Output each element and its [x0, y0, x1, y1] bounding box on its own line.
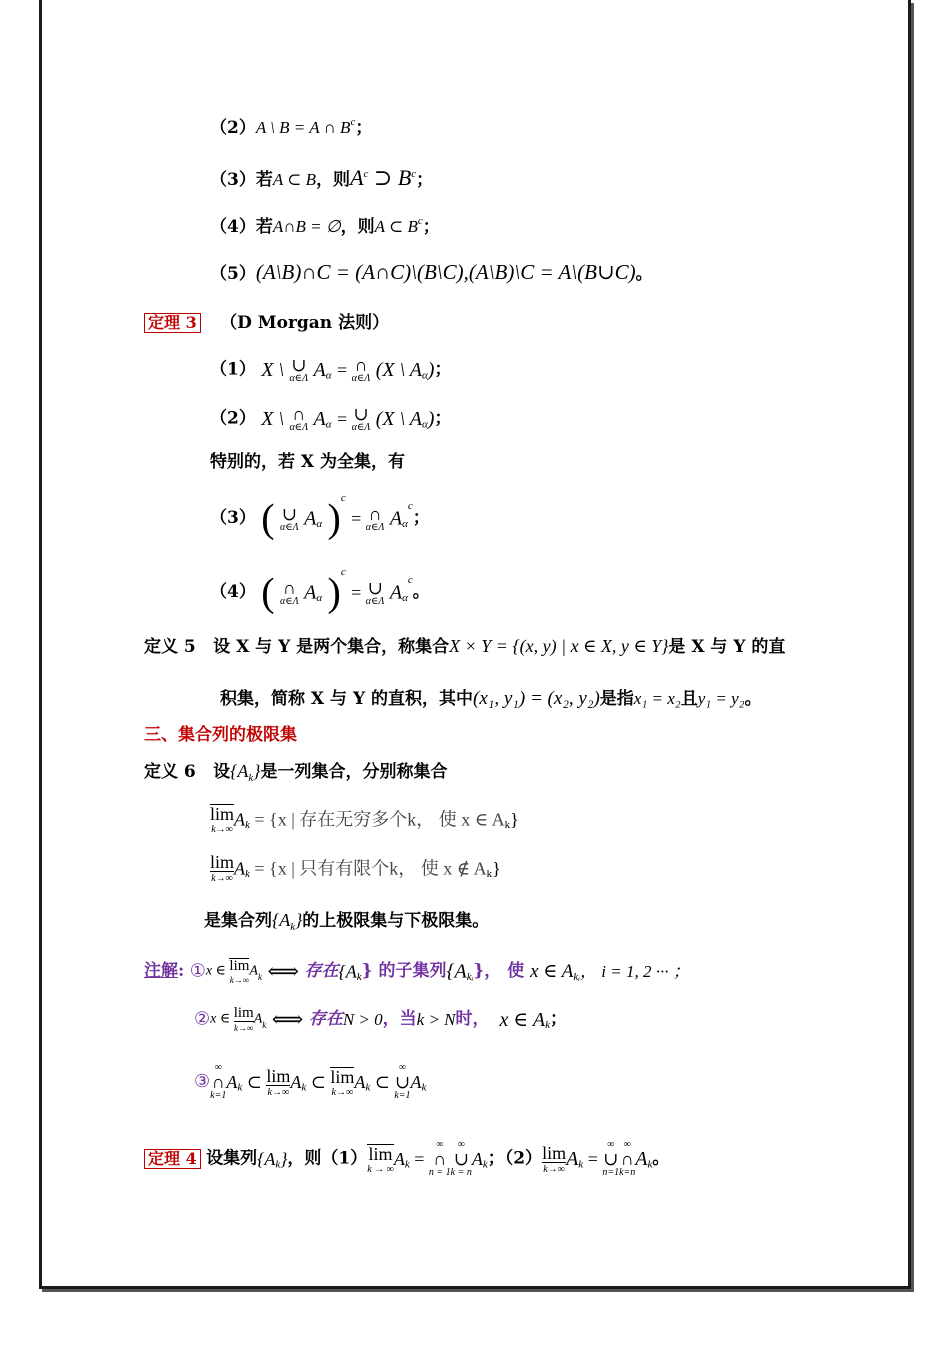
item-number: （4） — [210, 582, 256, 602]
formula: X \ — [261, 408, 285, 430]
iff-symbol: ⟺ — [261, 958, 305, 984]
item-number: （2） — [210, 118, 256, 138]
theorem-3-formula-3: （3） ( ∪ α∈Λ $A_\alpha$ )$^c$ = ∩ α∈Λ $A_\alpha^c$； — [210, 492, 430, 541]
formula: {A — [257, 1149, 276, 1169]
formula: (X \ A — [375, 359, 423, 381]
punctuation: ； — [412, 508, 430, 528]
iff-symbol: ⟺ — [266, 1006, 309, 1032]
punctuation: ； — [434, 408, 452, 429]
formula: ) — [427, 408, 435, 430]
intersection-operator: ∞ ∩ k=n — [619, 1139, 636, 1178]
superscript: c — [340, 566, 346, 578]
punctuation: ； — [549, 1009, 567, 1029]
superscript: c — [340, 492, 346, 504]
subset-symbol: ⊂ — [370, 1072, 395, 1092]
theorem-title: （D Morgan 法则） — [220, 313, 390, 333]
punctuation: : — [178, 961, 185, 981]
lower-limit-operator: lim k→∞ — [266, 1065, 291, 1098]
upper-limit-operator: lim k→∞ — [210, 804, 235, 835]
definition-5-line-1 — [144, 637, 785, 656]
formula: = {x | 只有有限个k， 使 x ∉ A — [249, 858, 487, 879]
upper-limit-operator: lim k→∞ — [229, 958, 250, 985]
intersection-operator: ∩ α∈Λ — [365, 503, 385, 533]
subscript: α — [402, 518, 408, 530]
subscript: k — [486, 868, 493, 880]
text: 是一列集合，分别称集合 — [260, 762, 448, 782]
item-number: （2） — [210, 408, 256, 429]
formula: N > 0 — [342, 1010, 383, 1029]
formula: A — [234, 809, 246, 830]
text: 是集合列 — [204, 911, 272, 931]
text: 设 X 与 Y 是两个集合，称集合 — [213, 637, 450, 657]
subscript: k — [245, 868, 250, 880]
definition-label: 定义 5 — [144, 637, 196, 657]
formula: x ∈ — [205, 963, 230, 979]
text: ；（2） — [487, 1148, 543, 1169]
subscript: α — [422, 418, 428, 431]
item-3 — [210, 167, 433, 189]
equals: = — [336, 409, 352, 429]
formula: X × Y = {(x, y) | x ∈ X, y ∈ Y} — [449, 636, 669, 656]
subscript: k — [290, 921, 296, 933]
definition-label: 定义 6 — [144, 762, 196, 782]
equals: = — [336, 360, 352, 380]
formula: A — [566, 1148, 579, 1170]
union-operator: ∪ α∈Λ — [365, 577, 385, 607]
subscript: k — [356, 971, 362, 983]
formula: A — [304, 581, 317, 604]
formula: A — [635, 1148, 648, 1170]
formula: A ⊂ B — [374, 217, 418, 236]
lower-limit-definition — [210, 853, 501, 884]
formula: A — [226, 1072, 238, 1092]
punctuation: 。 — [635, 264, 653, 284]
formula: {A — [272, 910, 291, 930]
superscript: c — [407, 500, 413, 512]
subscript: k — [237, 1081, 243, 1094]
text: 的上极限集与下极限集。 — [302, 911, 490, 931]
subscript: k — [301, 1081, 307, 1094]
circled-number: ② — [194, 1008, 211, 1030]
text: 是 X 与 Y 的直 — [668, 637, 786, 657]
formula: A — [393, 1149, 405, 1169]
lower-limit-operator: lim k→∞ — [233, 1005, 254, 1033]
paren-close: ) — [327, 569, 341, 615]
definition-6-line-1 — [144, 762, 447, 784]
intersection-operator: ∞ ∩ n = 1 — [428, 1139, 451, 1178]
theorem-3-formula-4: （4） ( ∩ α∈Λ $A_\alpha$ )$^c$ = ∪ α∈Λ $A_\alpha^c$。 — [210, 566, 430, 615]
lower-limit-operator: lim k→∞ — [210, 852, 235, 884]
item-number: （3） — [210, 170, 256, 190]
text: ，则（1） — [287, 1148, 368, 1169]
superscript: c — [407, 574, 413, 586]
text: 存在 — [308, 1009, 343, 1029]
formula: (X \ A — [375, 408, 423, 430]
formula: {A — [338, 961, 357, 982]
lower-limit-operator: lim k→∞ — [542, 1142, 567, 1175]
formula: ⊃ B — [368, 165, 412, 190]
theorem-label: 定理 4 — [144, 1149, 201, 1169]
formula: (A\B)∩C = (A∩C)\(B\C),(A\B)\C = A\(B∪C) — [255, 260, 636, 284]
text: ，则 — [316, 170, 351, 190]
item-4 — [210, 216, 440, 236]
subscript: k — [482, 1158, 488, 1171]
text: 且 — [680, 689, 698, 709]
formula: A — [313, 408, 326, 430]
formula: x ∈ A — [530, 961, 574, 982]
item-number: （4） — [210, 217, 256, 237]
upper-limit-operator: lim k → ∞ — [367, 1143, 394, 1175]
formula: } — [510, 809, 519, 830]
formula: x ∈ — [210, 1011, 234, 1027]
intersection-operator: ∩ α∈Λ — [289, 404, 309, 433]
union-operator: ∞ ∪ n=1 — [602, 1139, 620, 1178]
text: ，则 — [340, 217, 375, 237]
subscript: α — [422, 369, 428, 382]
punctuation: ； — [422, 217, 440, 237]
union-operator: ∞ ∪ k=1 — [394, 1062, 411, 1101]
union-operator: ∞ ∪ k = n — [450, 1139, 472, 1178]
theorem-3-formula-1 — [210, 356, 451, 384]
theorem-label: 定理 3 — [144, 313, 201, 333]
paren-open: ( — [261, 495, 275, 541]
subscript: k — [257, 972, 262, 982]
text: } 的子集列 — [361, 961, 447, 981]
superscript: c — [417, 215, 423, 227]
formula: {A — [230, 761, 249, 781]
formula: A — [253, 1011, 263, 1027]
punctuation: 。 — [412, 582, 430, 602]
subscript: k — [365, 1081, 371, 1094]
item-5 — [210, 262, 653, 283]
formula: A — [471, 1149, 483, 1169]
subscript: k — [248, 772, 254, 784]
formula: A — [389, 507, 403, 530]
formula: x ∈ A — [499, 1008, 546, 1031]
subscript: k — [275, 1158, 281, 1171]
formula: A∩B = ∅ — [272, 217, 341, 236]
subscript: α — [316, 592, 323, 604]
subscript: k — [578, 1158, 584, 1171]
subscript: k — [647, 1158, 653, 1171]
note-label: 注解 — [144, 961, 178, 981]
formula: A \ B = A ∩ B — [255, 118, 351, 137]
special-case-text: 特别的，若 X 为全集，有 — [210, 452, 406, 472]
formula: ) — [427, 359, 435, 381]
item-number: （5） — [210, 264, 256, 284]
union-operator: ∪ α∈Λ — [279, 503, 299, 533]
punctuation: 。 — [744, 689, 762, 709]
text: 设集列 — [206, 1148, 258, 1169]
formula: A — [290, 1072, 302, 1092]
subscript: k — [404, 1158, 410, 1171]
text: ，当 — [382, 1009, 417, 1029]
formula: (x₁, y₁) = (x₂, y₂) — [473, 688, 600, 709]
subscript: k — [245, 819, 250, 831]
formula: } — [492, 858, 501, 879]
section-heading: 三、集合列的极限集 — [144, 725, 297, 745]
formula: A — [234, 858, 246, 879]
note-1 — [144, 958, 690, 985]
equals: = — [409, 1149, 429, 1169]
formula: A ⊂ B — [272, 170, 317, 189]
formula: = {x | 存在无穷多个k， 使 x ∈ A — [249, 809, 505, 830]
text: 存在 — [304, 961, 339, 981]
circled-number: ① — [189, 960, 206, 982]
superscript: c — [363, 168, 369, 180]
text: }， 使 — [473, 961, 531, 981]
formula: k > N — [416, 1010, 456, 1029]
paren-close: ) — [327, 495, 341, 541]
subscript: k — [421, 1081, 427, 1094]
formula: A — [313, 359, 326, 381]
item-number: （1） — [210, 359, 256, 380]
punctuation: ； — [416, 170, 434, 190]
text: 若 — [255, 170, 273, 190]
paren-open: ( — [261, 569, 275, 615]
formula: A — [354, 1072, 366, 1092]
theorem-4 — [144, 1140, 669, 1178]
equals: = — [583, 1149, 603, 1169]
subscript: k — [545, 1019, 550, 1031]
punctuation: 。 — [652, 1148, 670, 1169]
theorem-3-formula-2 — [210, 405, 451, 433]
subscript: α — [402, 592, 408, 604]
intersection-operator: ∩ α∈Λ — [279, 577, 299, 607]
subscript: α — [325, 369, 332, 382]
subset-symbol: ⊂ — [242, 1072, 267, 1092]
formula: A — [304, 507, 317, 530]
definition-6-conclusion — [204, 911, 489, 933]
union-operator: ∪ α∈Λ — [351, 404, 371, 433]
upper-limit-definition — [210, 804, 519, 835]
item-2 — [210, 117, 372, 137]
subscript: k — [262, 1020, 267, 1030]
note-2 — [194, 1006, 567, 1033]
subscript: k — [504, 819, 511, 831]
formula: } — [280, 1149, 288, 1169]
formula: y₁ = y₂ — [697, 689, 745, 708]
text: 是指 — [599, 689, 634, 709]
subscript: kᵢ — [466, 971, 474, 983]
subscript: kᵢ — [573, 971, 580, 983]
formula: X \ — [261, 359, 285, 381]
subscript: α — [316, 518, 323, 530]
punctuation: ； — [355, 118, 373, 138]
text: 设 — [213, 762, 231, 782]
item-number: （3） — [210, 508, 256, 528]
formula: A — [249, 963, 258, 979]
subset-symbol: ⊂ — [306, 1072, 331, 1092]
circled-number: ③ — [194, 1071, 211, 1092]
intersection-operator: ∞ ∩ k=1 — [210, 1062, 227, 1101]
theorem-3-heading — [144, 313, 389, 333]
formula: {A — [446, 960, 467, 983]
formula: A — [389, 581, 403, 604]
text: 若 — [255, 217, 273, 237]
punctuation: ； — [434, 359, 452, 380]
definition-5-line-2 — [220, 689, 762, 708]
formula: A — [350, 165, 364, 190]
formula: ， i = 1, 2 ··· ； — [580, 962, 690, 981]
superscript: c — [411, 168, 417, 180]
subscript: α — [325, 418, 332, 431]
intersection-operator: ∩ α∈Λ — [351, 355, 371, 384]
formula: x₁ = x₂ — [633, 689, 681, 708]
formula: } — [253, 761, 261, 781]
text: 时， — [455, 1009, 490, 1029]
upper-limit-operator: lim k→∞ — [330, 1066, 355, 1098]
superscript: c — [350, 116, 356, 128]
note-3 — [194, 1063, 426, 1101]
formula: A — [410, 1072, 422, 1092]
text: 积集，简称 X 与 Y 的直积，其中 — [220, 689, 473, 709]
formula: } — [295, 910, 303, 930]
union-operator: ∪ α∈Λ — [289, 355, 309, 384]
